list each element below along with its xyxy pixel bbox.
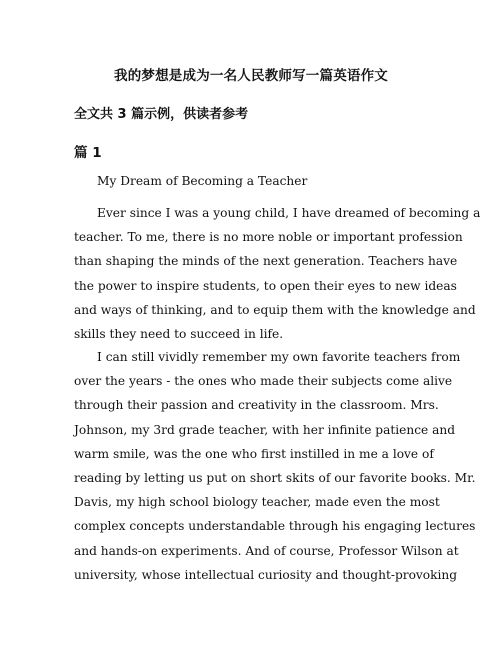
paragraph-line: warm smile, was the one who first instilled in me a love of: [74, 446, 434, 461]
paragraph-line: teacher. To me, there is no more noble or important profession: [74, 230, 463, 245]
paragraph-line: I can still vividly remember my own favorite teachers from: [97, 350, 461, 364]
document-title: 我的梦想是成为一名人民教师写一篇英语作文: [114, 68, 388, 84]
paragraph-line: and hands-on experiments. And of course, Professor Wilson at: [74, 543, 459, 558]
paragraph-line: reading by letting us put on short skits of our favorite books. Mr.: [74, 470, 476, 485]
paragraph-1: [74, 201, 481, 346]
paragraph-line: complex concepts understandable through his engaging lectures: [74, 519, 476, 534]
paragraph-line: university, whose intellectual curiosity and thought-provoking: [74, 567, 458, 582]
paragraph-line: over the years - the ones who made their subjects come alive: [74, 374, 453, 389]
essay-title: My Dream of Becoming a Teacher: [97, 174, 308, 188]
paragraph-line: than shaping the minds of the next generation. Teachers have: [74, 254, 458, 269]
paragraph-line: Ever since I was a young child, I have dreamed of becoming a: [97, 206, 481, 220]
section-heading: 篇 1: [74, 145, 102, 161]
paragraph-line: skills they need to succeed in life.: [74, 326, 284, 341]
paragraph-line: Davis, my high school biology teacher, made even the most: [74, 495, 440, 510]
paragraph-2: [74, 345, 476, 587]
document-subtitle: 全文共 3 篇示例，供读者参考: [74, 107, 249, 122]
paragraph-line: the power to inspire students, to open their eyes to new ideas: [74, 278, 457, 293]
paragraph-line: through their passion and creativity in the classroom. Mrs.: [74, 398, 439, 413]
paragraph-line: and ways of thinking, and to equip them with the knowledge and: [74, 302, 476, 317]
paragraph-line: Johnson, my 3rd grade teacher, with her infinite patience and: [74, 422, 456, 437]
